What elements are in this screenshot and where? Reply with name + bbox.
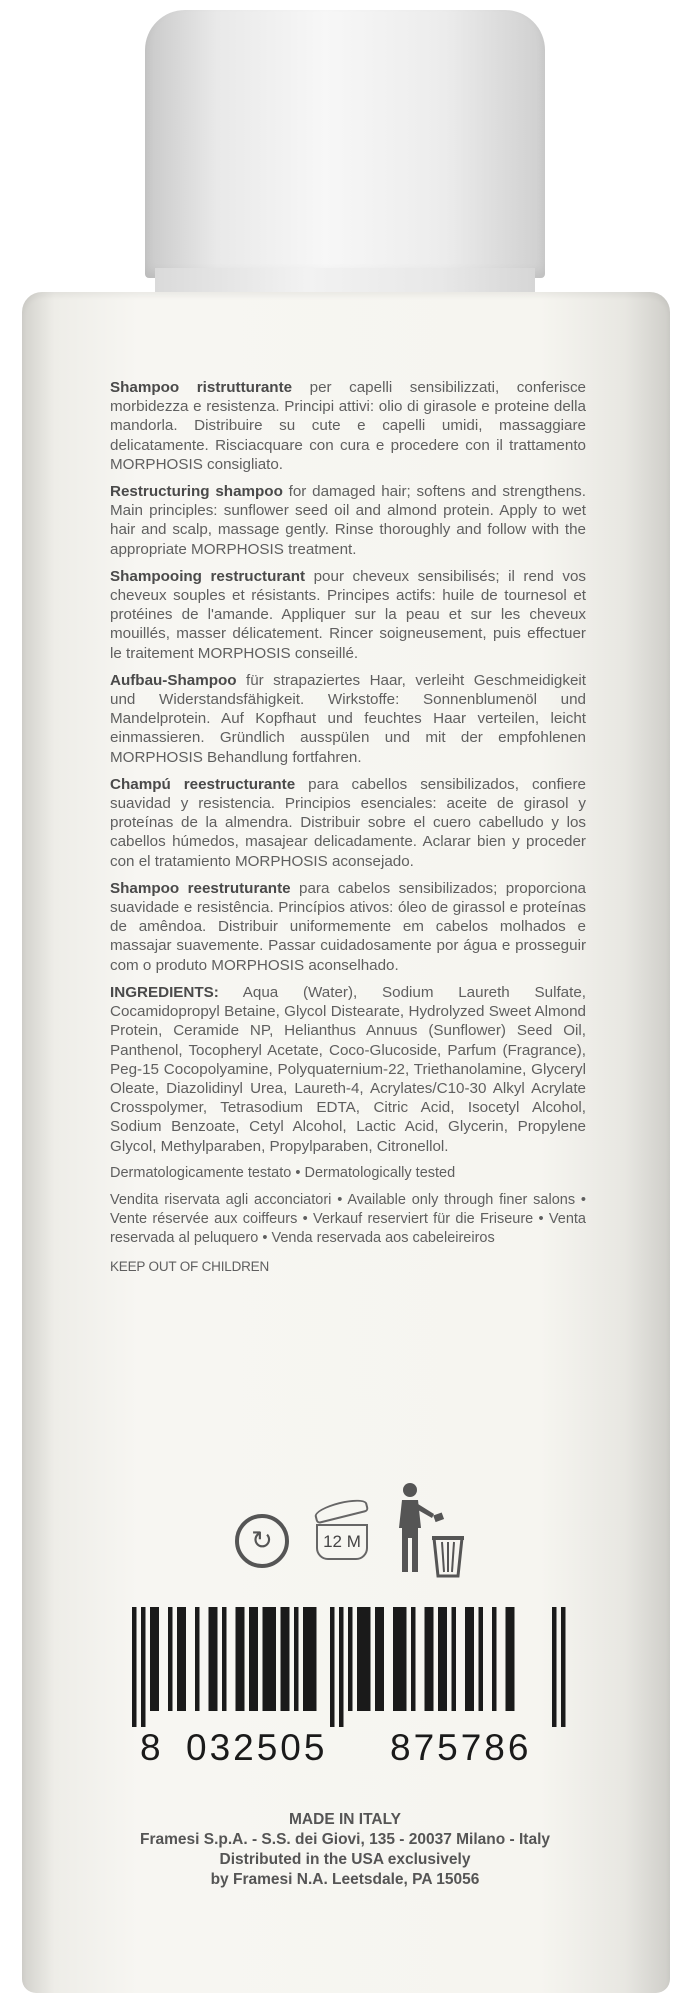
keep-out-note: KEEP OUT OF CHILDREN [110, 1258, 270, 1274]
barcode-group-left: 032505 [186, 1727, 328, 1768]
distributor: by Framesi N.A. Leetsdale, PA 15056 [210, 1871, 480, 1888]
barcode-bar [348, 1607, 353, 1711]
barcode-bar [294, 1607, 299, 1711]
symbol-row [230, 1480, 490, 1590]
pao-jar-icon [312, 1500, 372, 1566]
para-french: Shampooing restructurant pour cheveux sensibilisés; il rend vos cheveux souples et résistants. Principes actifs: huile de tournesol et protéines de l'amande. Appliquer sur la peau et sur les cheveux mouillés, masser délicatement. Rincer soigneusement, puis effectuer le traitement MORPHOSIS conseillé. [110, 567, 586, 662]
manufacturer-address: Framesi S.p.A. - S.S. dei Giovi, 135 - 20037 Milano - Italy [139, 1831, 551, 1848]
barcode-bar [281, 1607, 290, 1711]
distribution-note: Distributed in the USA exclusively [219, 1851, 471, 1868]
barcode-bar [222, 1607, 227, 1711]
barcode-bar [393, 1607, 407, 1711]
product-label [110, 378, 586, 1284]
barcode-bar [561, 1607, 566, 1727]
para-italian: Shampoo ristrutturante per capelli sensibilizzati, conferisce morbidezza e resistenza. Principi attivi: olio di girasole e proteine della mandorla. Distribuire su cute e capelli umidi, massaggiare delicatamente. Risciacquare con cura e procedere con il trattamento MORPHOSIS consigliato. [110, 379, 586, 473]
bottle-cap [145, 10, 545, 278]
barcode-bar [303, 1607, 317, 1711]
barcode-bar [339, 1607, 344, 1727]
para-portuguese: Shampoo reestruturante para cabelos sensibilizados; proporciona suavidade e resistência. Princípios ativos: óleo de girassol e proteínas de amêndoa. Distribuir uniformemente em cabelos molhados e massajar suavemente. Passar cuidadosamente por água e prosseguir com o produto MORPHOSIS aconselhado. [110, 879, 586, 974]
made-in: MADE IN ITALY [289, 1811, 401, 1828]
ingredients: INGREDIENTS: Aqua (Water), Sodium Laureth Sulfate, Cocamidopropyl Betaine, Glycol Distearate, Hydrolyzed Sweet Almond Protein, Ceramide NP, Helianthus Annuus (Sunflower) Seed Oil, Panthenol, Tocopheryl Acetate, Coco-Glucoside, Parfum (Fragrance), Peg-15 Cocopolyamine, Polyquaternium-22, Triethanolamine, Glyceryl Oleate, Diazolidinyl Urea, Laureth-4, Acrylates/C10-30 Alkyl Acrylate Crosspolymer, Tetrasodium EDTA, Citric Acid, Isocetyl Alcohol, Sodium Benzoate, Cetyl Alcohol, Lactic Acid, Glycerin, Propylene Glycol, Methylparaben, Propylparaben, Citronellol. [110, 983, 586, 1155]
barcode-bar [209, 1607, 218, 1711]
barcode-group-right: 875786 [390, 1727, 532, 1768]
barcode-bar [168, 1607, 173, 1711]
barcode-bar [357, 1607, 371, 1711]
barcode-bar [552, 1607, 557, 1727]
barcode-bar [438, 1607, 447, 1711]
barcode-bar [330, 1607, 335, 1727]
barcode-bar [195, 1607, 200, 1711]
salons-note: Vendita riservata agli acconciatori • Available only through finer salons • Vente réservée aux coiffeurs • Verkauf reserviert für die Friseure • Venta reservada al peluquero • Venda reservada aos cabeleireiros [110, 1191, 586, 1247]
barcode-bar [479, 1607, 484, 1711]
barcode-bar [263, 1607, 277, 1711]
recycle-icon: ↻ [235, 1514, 289, 1568]
barcode-bar [452, 1607, 457, 1711]
para-spanish: Champú reestructurante para cabellos sensibilizados, confiere suavidad y resistencia. Principios esenciales: aceite de girasol y proteínas de la almendra. Distribuir sobre el cuero cabelludo y los cabellos húmedos, masajear delicadamente. Aclarar bien y proceder con el tratamiento MORPHOSIS aconsejado. [110, 775, 586, 870]
tidyman-icon [388, 1480, 468, 1580]
barcode-bar [506, 1607, 515, 1711]
barcode-bar [249, 1607, 258, 1711]
barcode-bar [425, 1607, 434, 1711]
barcode-bar [150, 1607, 159, 1711]
manufacturer-info [95, 1810, 595, 1890]
tested-note: Dermatologicamente testato • Dermatologically tested [110, 1164, 456, 1181]
pao-label: 12 M [316, 1524, 368, 1560]
para-english: Restructuring shampoo for damaged hair; softens and strengthens. Main principles: sunflower seed oil and almond protein. Apply to wet hair and scalp, massage gently. Rinse thoroughly and follow with the appropriate MORPHOSIS treatment. [110, 483, 586, 558]
para-german: Aufbau-Shampoo für strapaziertes Haar, verleiht Geschmeidigkeit und Widerstandsfähigkeit. Wirkstoffe: Sonnenblumenöl und Mandelprotein. Auf Kopfhaut und feuchtes Haar verteilen, leicht einmassieren. Gründlich ausspülen und mit der empfohlenen MORPHOSIS Behandlung fortfahren. [110, 671, 586, 766]
barcode-bar [411, 1607, 416, 1711]
barcode-bar [177, 1607, 186, 1711]
barcode-bar [141, 1607, 146, 1727]
barcode-bar [132, 1607, 137, 1727]
barcode-bar [236, 1607, 245, 1711]
barcode-first-digit: 8 [140, 1727, 164, 1768]
barcode-bar [375, 1607, 384, 1711]
barcode-bar [465, 1607, 474, 1711]
barcode-bar [492, 1607, 497, 1711]
barcode [132, 1607, 568, 1727]
